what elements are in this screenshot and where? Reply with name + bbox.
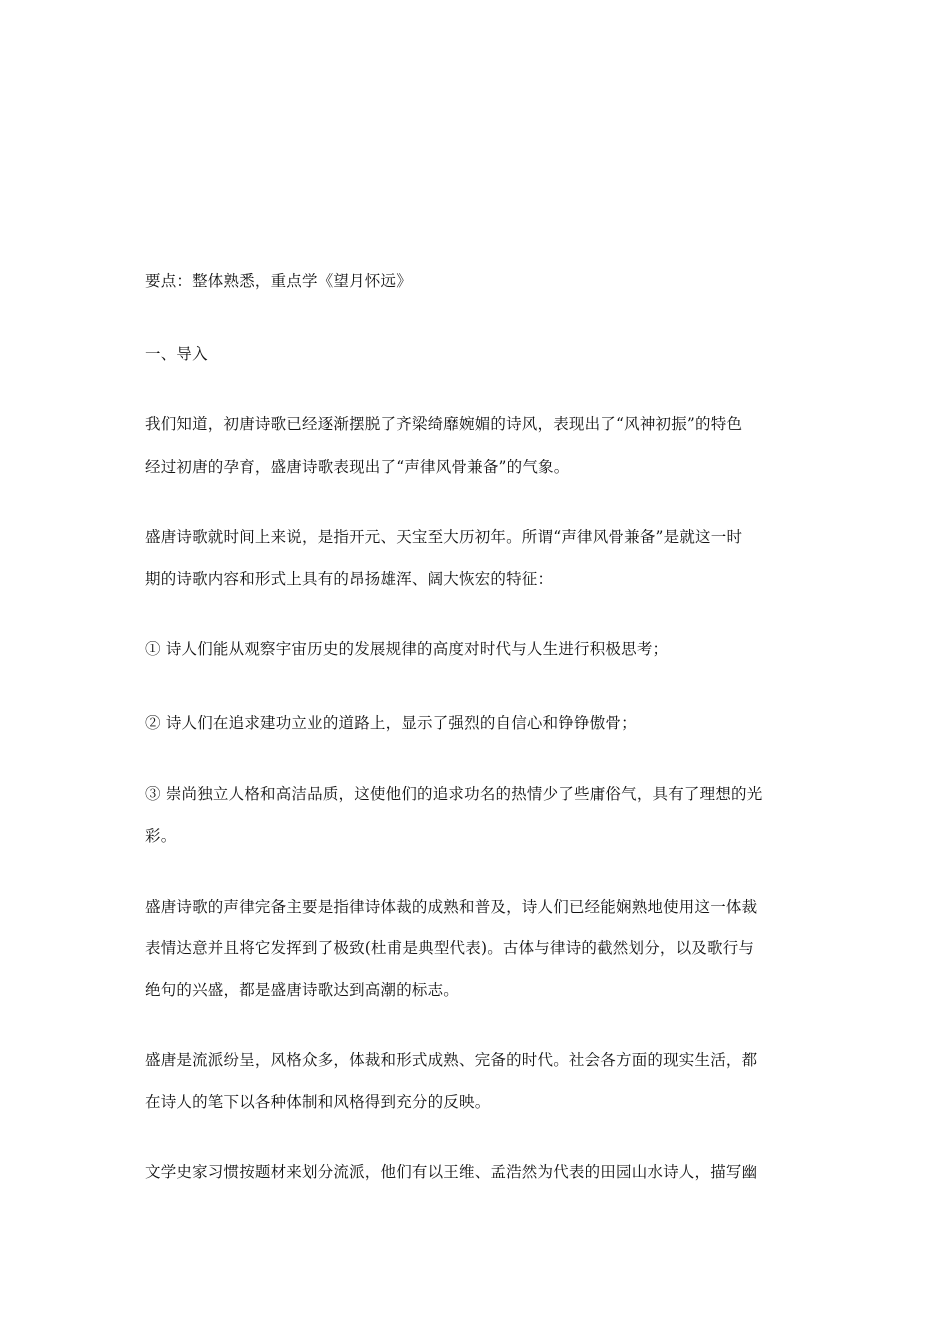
section-heading: 一、导入 bbox=[145, 345, 208, 363]
list-item: ③ 崇尚独立人格和高洁品质，这使他们的追求功名的热情少了些庸俗气，具有了理想的光 bbox=[145, 785, 763, 803]
list-item: ① 诗人们能从观察宇宙历史的发展规律的高度对时代与人生进行积极思考； bbox=[145, 640, 669, 658]
paragraph-line: 盛唐是流派纷呈，风格众多，体裁和形式成熟、完备的时代。社会各方面的现实生活，都 bbox=[145, 1051, 758, 1069]
paragraph-line: 盛唐诗歌的声律完备主要是指律诗体裁的成熟和普及，诗人们已经能娴熟地使用这一体裁 bbox=[145, 898, 758, 916]
paragraph-line: 彩。 bbox=[145, 827, 177, 845]
paragraph-line: 绝句的兴盛，都是盛唐诗歌达到高潮的标志。 bbox=[145, 981, 460, 999]
paragraph-line: 表情达意并且将它发挥到了极致(杜甫是典型代表)。古体与律诗的截然划分，以及歌行与 bbox=[145, 939, 755, 957]
paragraph-line: 文学史家习惯按题材来划分流派，他们有以王维、孟浩然为代表的田园山水诗人，描写幽 bbox=[145, 1163, 758, 1181]
paragraph-line: 经过初唐的孕育，盛唐诗歌表现出了“声律风骨兼备”的气象。 bbox=[145, 458, 570, 476]
paragraph-line: 我们知道，初唐诗歌已经逐渐摆脱了齐梁绮靡婉媚的诗风，表现出了“风神初振”的特色 bbox=[145, 415, 743, 433]
list-item: ② 诗人们在追求建功立业的道路上，显示了强烈的自信心和铮铮傲骨； bbox=[145, 714, 637, 732]
keypoints-line: 要点：整体熟悉，重点学《望月怀远》 bbox=[145, 272, 412, 290]
paragraph-line: 盛唐诗歌就时间上来说，是指开元、天宝至大历初年。所谓“声律风骨兼备”是就这一时 bbox=[145, 528, 743, 546]
paragraph-line: 在诗人的笔下以各种体制和风格得到充分的反映。 bbox=[145, 1093, 491, 1111]
paragraph-line: 期的诗歌内容和形式上具有的昂扬雄浑、阔大恢宏的特征： bbox=[145, 570, 554, 588]
